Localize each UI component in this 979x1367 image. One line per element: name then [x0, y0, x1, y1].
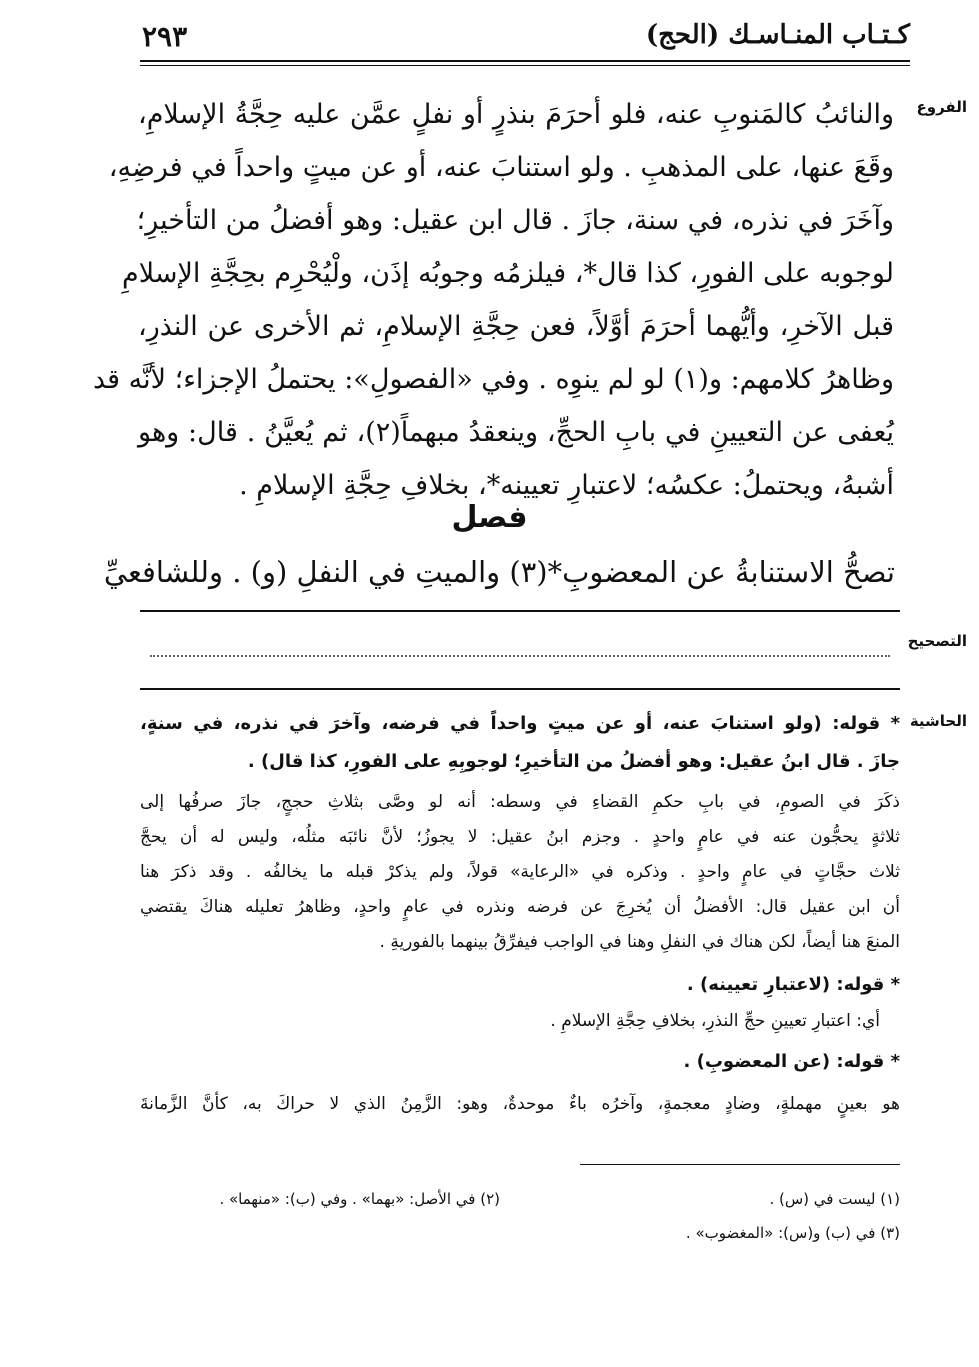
footnote-rule: [580, 1164, 900, 1165]
hashiya-notes: [140, 705, 900, 1122]
footnote-2: (٢) في الأصل: «بهما» . وفي (ب): «منهما» .: [219, 1190, 500, 1208]
header-rule-thin: [140, 65, 910, 66]
main-line: يُعفى عن التعيينِ في بابِ الحجِّ، وينعقدُ مبهماً(٢)، ثم يُعيَّنُ . قال: وهو: [138, 417, 894, 448]
section-heading: فصل: [451, 500, 528, 535]
note-line: ذكَرَ في الصومِ، في بابِ حكمِ القضاءِ في وسطه: أنه لو وصَّى بثلاثِ حججٍ، جازَ صرفُها إلى: [140, 792, 900, 812]
page-header: [140, 20, 910, 64]
chapter-line: تصحُّ الاستنابةُ عن المعضوبِ*(٣) والميتِ في النفلِ (و) . وللشافعيِّ: [103, 555, 895, 589]
main-line: وظاهرُ كلامهم: و(١) لو لم ينوِه . وفي «الفصولِ»: يحتملُ الإجزاء؛ لأنَّه قد: [93, 364, 894, 395]
note-line: * قوله: (ولو استنابَ عنه، أو عن ميتٍ واحداً في فرضه، وآخرَ في نذره، في سنةٍ،: [140, 713, 900, 734]
note-line: جازَ . قال ابنُ عقيل: وهو أفضلُ من التأخيرِ؛ لوجوبِهِ على الفورِ، كذا قال) .: [247, 751, 900, 772]
note-line: أي: اعتبارِ تعيينِ حجِّ النذرِ، بخلافِ حِجَّةِ الإسلامِ .: [550, 1011, 880, 1031]
label-hashiya: الحاشية: [909, 712, 967, 730]
running-title: كـتـاب المنـاسـك (الحج): [645, 20, 910, 50]
note-line: * قوله: (لاعتبارِ تعيينه) .: [686, 974, 900, 995]
footnote-1: (١) ليست في (س) .: [769, 1190, 900, 1208]
note-line: ثلاثةٍ يحجُّون عنه في عامٍ واحدٍ . وجزم ابنُ عقيل: لا يجوزُ؛ لأنَّ نائبَه مثلُه، وليس له أن يحجَّ: [140, 827, 900, 847]
note-line: ثلاث حجَّاتٍ في عامٍ واحدٍ . وذكره في «الرعاية» قولاً، ولم يذكرْ قبله ما يخالفُه . وقد ذكرَ هنا: [140, 862, 900, 882]
main-line: أشبهُ، ويحتملُ: عكسُه؛ لاعتبارِ تعيينه*، بخلافِ حِجَّةِ الإسلامِ .: [239, 470, 894, 501]
main-line: لوجوبه على الفورِ، كذا قال*، فيلزمُه وجوبُه إذَن، ولْيُحْرِم بحِجَّةِ الإسلامِ: [122, 258, 894, 289]
main-line: قبل الآخرِ، وأيُّهما أحرَمَ أوَّلاً، فعن حِجَّةِ الإسلامِ، ثم الأخرى عن النذرِ،: [138, 311, 894, 342]
note-line: * قوله: (عن المعضوبِ) .: [683, 1051, 900, 1072]
note-line: هو بعينٍ مهملةٍ، وضادٍ معجمةٍ، وآخرُه باءٌ موحدةٌ، وهو: الزَّمِنُ الذي لا حراكَ به، كأنَّ الزَّمانةَ: [140, 1094, 900, 1114]
main-text: [93, 88, 894, 512]
separator-rule: [140, 610, 900, 612]
header-rule: [140, 60, 910, 62]
note-line: المنعَ هنا أيضاً، لكن هناك في النفلِ وهنا في الواجب فيفرِّقُ بينهما بالفوريةِ .: [379, 932, 900, 952]
footnote-3: (٣) في (ب) و(س): «المغضوب» .: [685, 1224, 900, 1242]
main-line: وقَعَ عنها، على المذهبِ . ولو استنابَ عنه، أو عن ميتٍ واحداً في فرضِهِ،: [108, 152, 894, 183]
tashih-dotted-line: [150, 655, 890, 657]
label-tashih: التصحيح: [907, 632, 967, 650]
main-line: والنائبُ كالمَنوبِ عنه، فلو أحرَمَ بنذرٍ أو نفلٍ عمَّن عليه حِجَّةُ الإسلامِ،: [138, 99, 894, 130]
main-line: وآخَرَ في نذره، في سنة، جازَ . قال ابن عقيل: وهو أفضلُ من التأخيرِ؛: [136, 205, 894, 236]
page-number: ٢٩٣: [142, 20, 188, 53]
label-furu: الفروع: [916, 98, 967, 116]
separator-rule: [140, 688, 900, 690]
note-line: أن ابن عقيل قال: الأفضلُ أن يُخرِجَ عن فرضه ونذره في عامٍ واحدٍ، وظاهرُ تعليله هناكَ يقتضي: [140, 897, 900, 917]
